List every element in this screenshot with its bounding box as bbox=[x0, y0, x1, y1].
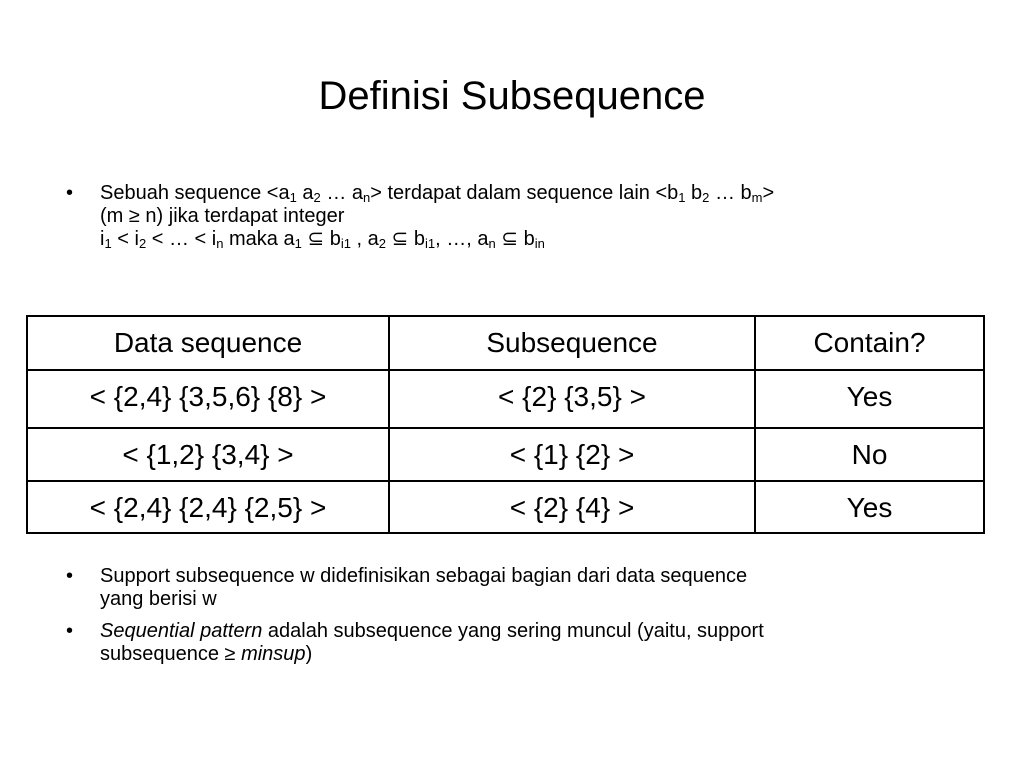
bullet-marker: • bbox=[66, 565, 74, 587]
subscript: 1 bbox=[104, 236, 112, 251]
support-line-1: Support subsequence w didefinisikan sebagai bagian dari data sequence bbox=[100, 565, 748, 587]
cell-data-sequence: < {2,4} {3,5,6} {8} > bbox=[27, 370, 389, 428]
cell-subsequence: < {2} {4} > bbox=[389, 481, 755, 533]
definition-line-1 bbox=[100, 182, 966, 205]
text-fragment: i bbox=[100, 228, 105, 250]
subscript: 1 bbox=[294, 236, 302, 251]
table-row bbox=[27, 481, 984, 533]
cell-contain: Yes bbox=[755, 481, 984, 533]
pattern-text bbox=[100, 620, 966, 666]
header-contain: Contain? bbox=[755, 316, 984, 370]
text-fragment: ) bbox=[305, 643, 313, 665]
subscript: i1 bbox=[340, 236, 351, 251]
sequential-pattern-term: Sequential pattern bbox=[100, 620, 263, 642]
text-fragment: … a bbox=[320, 182, 364, 204]
text-fragment: Sebuah sequence <a bbox=[100, 182, 290, 204]
cell-data-sequence: < {2,4} {2,4} {2,5} > bbox=[27, 481, 389, 533]
text-fragment: < … < i bbox=[146, 228, 217, 250]
bullet-marker: • bbox=[66, 620, 74, 642]
subscript: i1 bbox=[424, 236, 436, 251]
slide-title: Definisi Subsequence bbox=[318, 74, 706, 118]
subset-symbol-text: ⊆ b bbox=[385, 228, 425, 250]
text-fragment: adalah subsequence yang sering muncul (yaitu, support bbox=[262, 620, 764, 642]
text-fragment: > bbox=[762, 182, 775, 204]
text-fragment: a bbox=[296, 182, 314, 204]
text-fragment: > terdapat dalam sequence lain <b bbox=[370, 182, 679, 204]
text-fragment: … b bbox=[709, 182, 752, 204]
subscript: 2 bbox=[313, 190, 321, 205]
text-fragment: subsequence ≥ bbox=[100, 643, 242, 665]
cell-subsequence: < {1} {2} > bbox=[389, 428, 755, 481]
text-fragment: < i bbox=[111, 228, 139, 250]
subscript: 2 bbox=[378, 236, 386, 251]
text-fragment: maka a bbox=[223, 228, 295, 250]
definition-line-3 bbox=[100, 228, 966, 251]
subset-symbol-text: ⊆ b bbox=[495, 228, 535, 250]
subset-symbol-text: ⊆ b bbox=[301, 228, 341, 250]
support-line-2: yang berisi w bbox=[100, 588, 217, 610]
text-fragment: , a bbox=[350, 228, 379, 250]
minsup-term: minsup bbox=[241, 643, 306, 665]
pattern-line-2 bbox=[100, 643, 966, 666]
subscript: in bbox=[534, 236, 545, 251]
definition-line-2: (m ≥ n) jika terdapat integer bbox=[100, 205, 345, 227]
bullet-marker: • bbox=[66, 182, 74, 204]
cell-contain: No bbox=[755, 428, 984, 481]
text-fragment: , …, a bbox=[435, 228, 489, 250]
support-text bbox=[100, 565, 966, 611]
subsequence-table bbox=[26, 315, 985, 534]
text-fragment: b bbox=[685, 182, 703, 204]
pattern-line-1 bbox=[100, 620, 966, 643]
subscript: 1 bbox=[289, 190, 297, 205]
table-row bbox=[27, 428, 984, 481]
table-row bbox=[27, 370, 984, 428]
subscript: 2 bbox=[138, 236, 147, 251]
subscript: n bbox=[363, 190, 371, 205]
header-subsequence: Subsequence bbox=[389, 316, 755, 370]
subscript: n bbox=[216, 236, 224, 251]
definition-text bbox=[100, 182, 966, 251]
cell-subsequence: < {2} {3,5} > bbox=[389, 370, 755, 428]
header-data-sequence: Data sequence bbox=[27, 316, 389, 370]
cell-data-sequence: < {1,2} {3,4} > bbox=[27, 428, 389, 481]
table-header-row bbox=[27, 316, 984, 370]
subscript: m bbox=[751, 190, 763, 205]
subscript: 1 bbox=[678, 190, 686, 205]
subscript: n bbox=[488, 236, 496, 251]
cell-contain: Yes bbox=[755, 370, 984, 428]
subscript: 2 bbox=[702, 190, 710, 205]
